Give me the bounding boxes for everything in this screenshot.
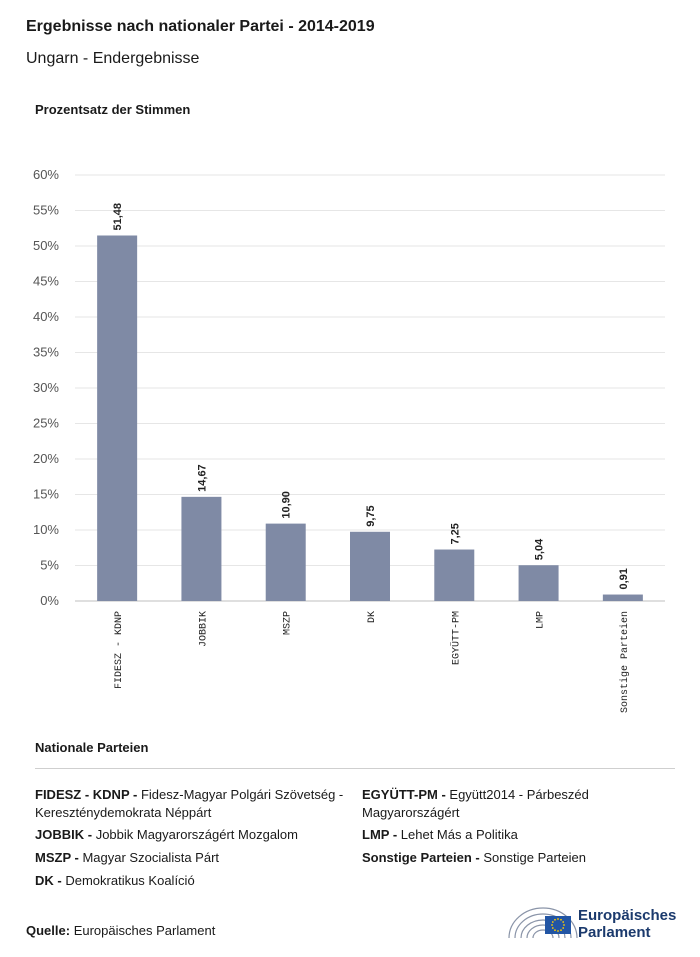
legend-abbr: DK -: [35, 873, 62, 888]
legend-name: Demokratikus Koalíció: [65, 873, 195, 888]
chart-title: Ergebnisse nach nationaler Partei - 2014-2019: [26, 18, 375, 35]
y-tick-label: 55%: [32, 202, 59, 218]
bar: [97, 235, 137, 601]
legend-item-jobbik: [35, 826, 355, 844]
bar: [350, 532, 390, 601]
eu-star-icon: [560, 919, 562, 921]
source-note: [26, 923, 215, 938]
legend-name: Jobbik Magyarországért Mozgalom: [95, 827, 298, 842]
legend-item-egyutt-pm: [362, 786, 662, 822]
x-tick-label: Sonstige Parteien: [619, 611, 631, 714]
bar: [181, 497, 221, 601]
legend-item-sonstige: [362, 849, 662, 867]
brand-line-1: Europäisches: [578, 907, 677, 924]
legend-abbr: MSZP -: [35, 850, 79, 865]
eu-star-icon: [552, 921, 554, 923]
y-tick-label: 50%: [32, 238, 59, 253]
eu-star-icon: [562, 921, 564, 923]
x-tick-label: MSZP: [282, 611, 294, 636]
legend-name: Magyar Szocialista Párt: [82, 850, 220, 865]
legend-item-fidesz: [35, 786, 355, 822]
y-tick-label: 45%: [32, 273, 59, 289]
x-tick-label: LMP: [535, 611, 547, 630]
data-label: 0,91: [617, 568, 630, 590]
eu-star-icon: [551, 924, 553, 926]
chart-subtitle: Ungarn - Endergebnisse: [26, 50, 200, 67]
y-tick-label: 15%: [32, 486, 59, 502]
data-label: 5,04: [533, 538, 546, 561]
source-label: Quelle:: [26, 923, 71, 938]
x-tick-label: FIDESZ - KDNP: [114, 611, 126, 690]
legend-item-lmp: [362, 826, 662, 844]
y-tick-label: 60%: [32, 167, 59, 182]
legend-abbr: JOBBIK -: [35, 827, 93, 842]
data-label: 14,67: [196, 464, 209, 492]
eu-star-icon: [563, 924, 565, 926]
legend-name: Együtt2014 - Párbeszéd Magyarországért: [362, 787, 589, 820]
bar: [266, 524, 306, 601]
legend-abbr: FIDESZ - KDNP -: [35, 787, 138, 802]
bar: [603, 595, 643, 601]
legend-item-dk: [35, 872, 355, 890]
y-tick-label: 35%: [32, 344, 59, 360]
y-tick-label: 5%: [40, 557, 59, 573]
legend-divider: [35, 768, 675, 769]
eu-star-icon: [557, 930, 559, 932]
legend-item-mszp: [35, 849, 355, 867]
y-tick-label: 40%: [32, 309, 59, 324]
bar: [434, 550, 474, 601]
brand-line-2: Parlament: [578, 924, 651, 941]
legend-name: Fidesz-Magyar Polgári Szövetség - Kereszténydemokrata Néppárt: [35, 787, 344, 820]
legend-abbr: LMP -: [362, 827, 398, 842]
eu-star-icon: [554, 919, 556, 921]
bar-chart: [0, 150, 700, 730]
data-label: 51,48: [112, 202, 125, 231]
y-tick-label: 20%: [32, 451, 59, 466]
eu-star-icon: [554, 929, 556, 931]
y-tick-label: 0%: [40, 593, 59, 608]
source-value: Europäisches Parlament: [73, 923, 216, 938]
eu-star-icon: [562, 927, 564, 929]
eu-star-icon: [560, 929, 562, 931]
legend-abbr: Sonstige Parteien -: [362, 850, 480, 865]
legend-title: Nationale Parteien: [35, 740, 149, 755]
x-tick-label: EGYÜTT-PM: [451, 611, 463, 666]
data-label: 7,25: [449, 523, 462, 545]
y-tick-label: 10%: [32, 522, 59, 537]
bar: [519, 565, 559, 601]
data-label: 10,90: [280, 491, 293, 519]
y-tick-label: 25%: [32, 415, 59, 431]
legend-name: Sonstige Parteien: [483, 850, 586, 865]
eu-star-icon: [552, 927, 554, 929]
x-tick-label: JOBBIK: [198, 611, 210, 648]
y-tick-label: 30%: [32, 380, 59, 395]
legend-name: Lehet Más a Politika: [400, 827, 518, 842]
brand-wordmark: [578, 907, 676, 941]
data-label: 9,75: [365, 505, 377, 527]
eu-star-icon: [557, 918, 559, 920]
y-axis-label: Prozentsatz der Stimmen: [35, 102, 191, 117]
x-tick-label: DK: [367, 611, 378, 624]
legend-abbr: EGYÜTT-PM -: [362, 787, 446, 802]
